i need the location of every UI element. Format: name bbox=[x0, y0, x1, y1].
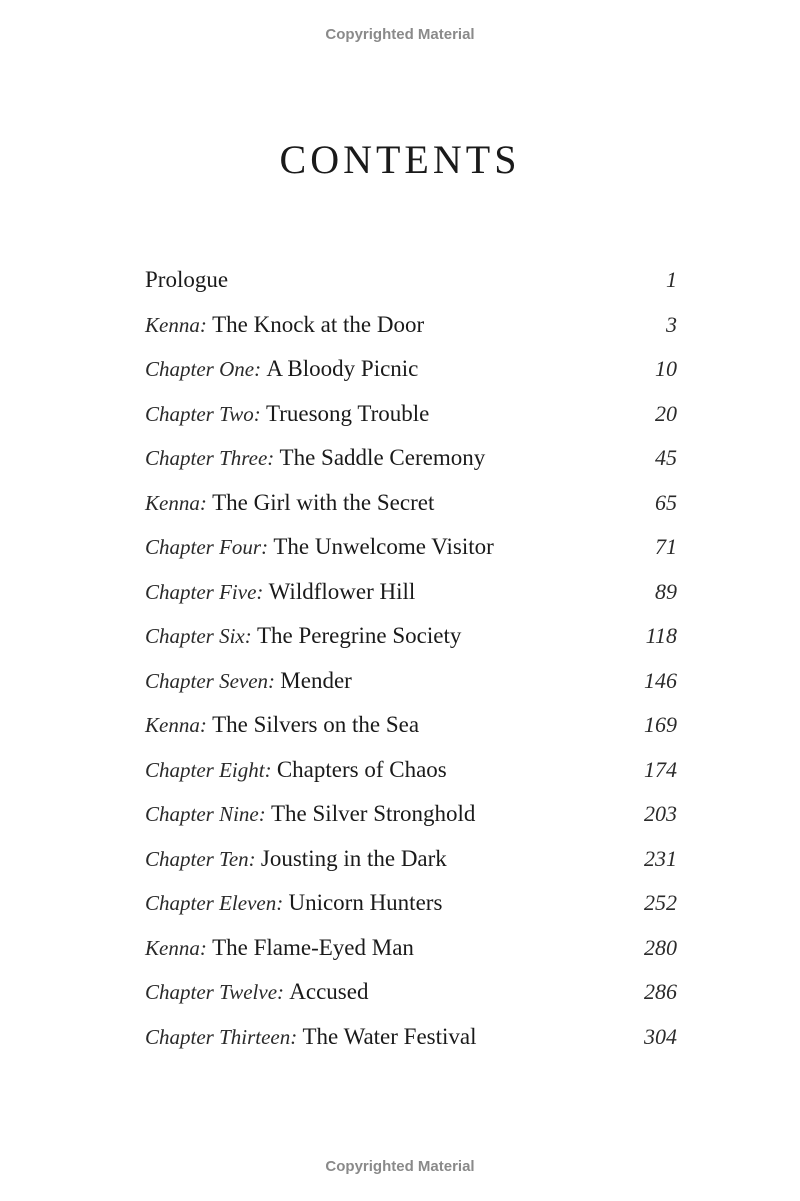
toc-entry-title bbox=[145, 668, 352, 694]
toc-entry-prologue bbox=[145, 258, 677, 303]
toc-page-number: 231 bbox=[644, 845, 677, 871]
copyright-watermark-top: Copyrighted Material bbox=[325, 26, 475, 43]
toc-entry-name: Chapters of Chaos bbox=[276, 756, 447, 782]
toc-page-number: 203 bbox=[644, 801, 677, 827]
toc-entry-title bbox=[145, 801, 475, 827]
toc-entry-name: The Knock at the Door bbox=[212, 311, 425, 337]
toc-entry-title bbox=[145, 490, 434, 516]
table-of-contents bbox=[145, 258, 677, 1059]
toc-entry-title bbox=[145, 1024, 477, 1050]
toc-page-number: 174 bbox=[644, 756, 677, 782]
toc-page-number: 304 bbox=[644, 1023, 677, 1049]
toc-entry-label: Chapter Seven: bbox=[145, 668, 276, 693]
toc-entry-label: Kenna: bbox=[145, 713, 207, 738]
toc-entry bbox=[145, 970, 677, 1015]
toc-entry bbox=[145, 303, 677, 348]
toc-entry-name: The Silvers on the Sea bbox=[212, 712, 420, 738]
toc-entry-title bbox=[145, 935, 414, 961]
toc-entry bbox=[145, 347, 677, 392]
toc-page-number: 89 bbox=[655, 578, 677, 604]
toc-entry-title bbox=[145, 712, 419, 738]
toc-entry bbox=[145, 703, 677, 748]
toc-entry bbox=[145, 837, 677, 882]
toc-page-number: 10 bbox=[655, 356, 677, 382]
toc-page-number: 286 bbox=[644, 979, 677, 1005]
toc-page-number: 65 bbox=[655, 489, 677, 515]
toc-entry bbox=[145, 926, 677, 971]
toc-entry bbox=[145, 1015, 677, 1060]
toc-entry bbox=[145, 570, 677, 615]
toc-entry-label: Chapter Five: bbox=[145, 579, 264, 604]
toc-entry-name: The Unwelcome Visitor bbox=[273, 534, 494, 560]
toc-entry bbox=[145, 881, 677, 926]
toc-entry-title bbox=[145, 890, 442, 916]
toc-entry-name: Truesong Trouble bbox=[265, 400, 430, 426]
toc-page-number: 169 bbox=[644, 712, 677, 738]
toc-entry-title bbox=[145, 267, 228, 293]
toc-entry-title bbox=[145, 579, 415, 605]
toc-entry-name: The Girl with the Secret bbox=[212, 489, 435, 515]
toc-entry-name: The Silver Stronghold bbox=[271, 801, 476, 827]
toc-page-number: 118 bbox=[645, 623, 677, 649]
toc-entry-name: Prologue bbox=[145, 267, 229, 293]
toc-page-number: 252 bbox=[644, 890, 677, 916]
toc-entry bbox=[145, 392, 677, 437]
toc-entry-title bbox=[145, 356, 418, 382]
toc-entry-label: Kenna: bbox=[145, 312, 207, 337]
toc-page-number: 45 bbox=[655, 445, 677, 471]
toc-entry-name: A Bloody Picnic bbox=[266, 356, 419, 382]
toc-entry-label: Chapter Six: bbox=[145, 624, 252, 649]
toc-page-number: 20 bbox=[655, 400, 677, 426]
toc-page-number: 71 bbox=[655, 534, 677, 560]
toc-entry bbox=[145, 436, 677, 481]
toc-entry-label: Kenna: bbox=[145, 935, 207, 960]
toc-entry-name: Jousting in the Dark bbox=[260, 845, 447, 871]
toc-entry-name: Wildflower Hill bbox=[268, 578, 416, 604]
toc-entry-label: Chapter Four: bbox=[145, 535, 269, 560]
toc-entry bbox=[145, 481, 677, 526]
toc-entry bbox=[145, 614, 677, 659]
toc-entry-title bbox=[145, 846, 447, 872]
toc-entry-name: Mender bbox=[280, 667, 352, 693]
toc-entry-title bbox=[145, 979, 368, 1005]
toc-entry-name: The Water Festival bbox=[302, 1023, 477, 1049]
toc-entry-label: Chapter Two: bbox=[145, 401, 261, 426]
toc-entry-label: Kenna: bbox=[145, 490, 207, 515]
toc-entry-label: Chapter Three: bbox=[145, 446, 275, 471]
toc-entry-label: Chapter Thirteen: bbox=[145, 1024, 298, 1049]
toc-entry bbox=[145, 792, 677, 837]
toc-page-number: 280 bbox=[644, 934, 677, 960]
toc-page-number: 146 bbox=[644, 667, 677, 693]
toc-entry-name: The Flame-Eyed Man bbox=[212, 934, 414, 960]
toc-entry-title bbox=[145, 757, 447, 783]
copyright-watermark-bottom: Copyrighted Material bbox=[325, 1158, 475, 1175]
toc-entry-name: Accused bbox=[289, 979, 369, 1005]
toc-entry-title bbox=[145, 401, 429, 427]
toc-entry bbox=[145, 525, 677, 570]
toc-page-number: 3 bbox=[666, 311, 677, 337]
toc-entry-name: Unicorn Hunters bbox=[288, 890, 443, 916]
toc-entry bbox=[145, 748, 677, 793]
toc-entry-label: Chapter Eleven: bbox=[145, 891, 284, 916]
toc-entry-label: Chapter Nine: bbox=[145, 802, 266, 827]
toc-entry-label: Chapter Eight: bbox=[145, 757, 272, 782]
toc-page-number: 1 bbox=[666, 267, 677, 293]
toc-entry-name: The Saddle Ceremony bbox=[279, 445, 486, 471]
toc-entry-label: Chapter Twelve: bbox=[145, 980, 285, 1005]
toc-entry bbox=[145, 659, 677, 704]
toc-entry-label: Chapter Ten: bbox=[145, 846, 256, 871]
toc-entry-title bbox=[145, 534, 494, 560]
toc-entry-label: Chapter One: bbox=[145, 357, 262, 382]
toc-entry-title bbox=[145, 623, 461, 649]
toc-entry-title bbox=[145, 312, 424, 338]
page-title: CONTENTS bbox=[279, 137, 521, 182]
toc-entry-name: The Peregrine Society bbox=[256, 623, 462, 649]
toc-entry-title bbox=[145, 445, 485, 471]
